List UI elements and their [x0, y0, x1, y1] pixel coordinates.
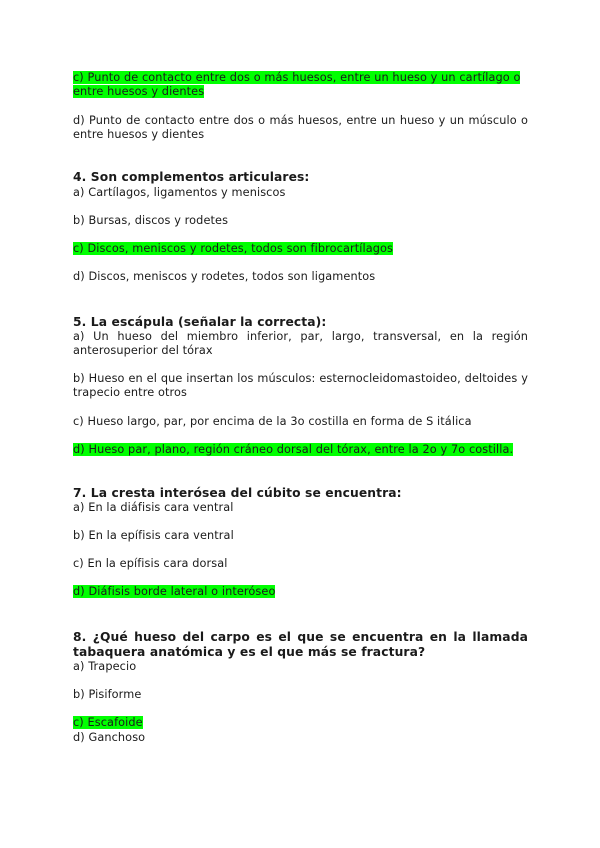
q8-option-a: a) Trapecio [73, 660, 137, 673]
q5-title: 5. La escápula (señalar la correcta): [73, 315, 327, 329]
q8-option-b: b) Pisiforme [73, 688, 142, 701]
q8-option-c [73, 716, 528, 730]
q4-option-a: a) Cartílagos, ligamentos y meniscos [73, 186, 286, 199]
q4-option-c-text: c) Discos, meniscos y rodetes, todos son fibrocartílagos [73, 242, 394, 255]
q5-option-b: b) Hueso en el que insertan los músculos: esternocleidomastoideo, deltoides y trapecio entre otros [73, 372, 528, 399]
q7-option-d [73, 585, 528, 599]
q4-option-d: d) Discos, meniscos y rodetes, todos son ligamentos [73, 270, 376, 283]
q3-option-d: d) Punto de contacto entre dos o más huesos, entre un hueso y un músculo o entre huesos y dientes [73, 114, 528, 141]
q4-option-c [73, 242, 528, 256]
q8-title: 8. ¿Qué hueso del carpo es el que se encuentra en la llamada tabaquera anatómica y es el que más se fractura? [73, 630, 528, 659]
q7-title: 7. La cresta interósea del cúbito se encuentra: [73, 486, 402, 500]
q5-option-d-text: d) Hueso par, plano, región cráneo dorsal del tórax, entre la 2o y 7o costilla. [73, 443, 514, 456]
q5-option-d [73, 443, 528, 457]
q4-option-b: b) Bursas, discos y rodetes [73, 214, 229, 227]
q7-option-c: c) En la epífisis cara dorsal [73, 557, 228, 570]
q8-option-c-text: c) Escafoide [73, 716, 143, 729]
q3-option-c [73, 71, 528, 99]
q8-option-d: d) Ganchoso [73, 731, 146, 744]
q3-option-c-line2: entre huesos y dientes [73, 85, 205, 98]
q3-option-c-line1: c) Punto de contacto entre dos o más huesos, entre un hueso y un cartílago o [73, 71, 521, 84]
q5-option-a: a) Un hueso del miembro inferior, par, largo, transversal, en la región anterosuperior del tórax [73, 330, 528, 357]
q4-title: 4. Son complementos articulares: [73, 170, 310, 184]
q7-option-a: a) En la diáfisis cara ventral [73, 501, 234, 514]
q5-option-c: c) Hueso largo, par, por encima de la 3o costilla en forma de S itálica [73, 415, 472, 428]
q7-option-b: b) En la epífisis cara ventral [73, 529, 234, 542]
q7-option-d-text: d) Diáfisis borde lateral o interóseo [73, 585, 276, 598]
